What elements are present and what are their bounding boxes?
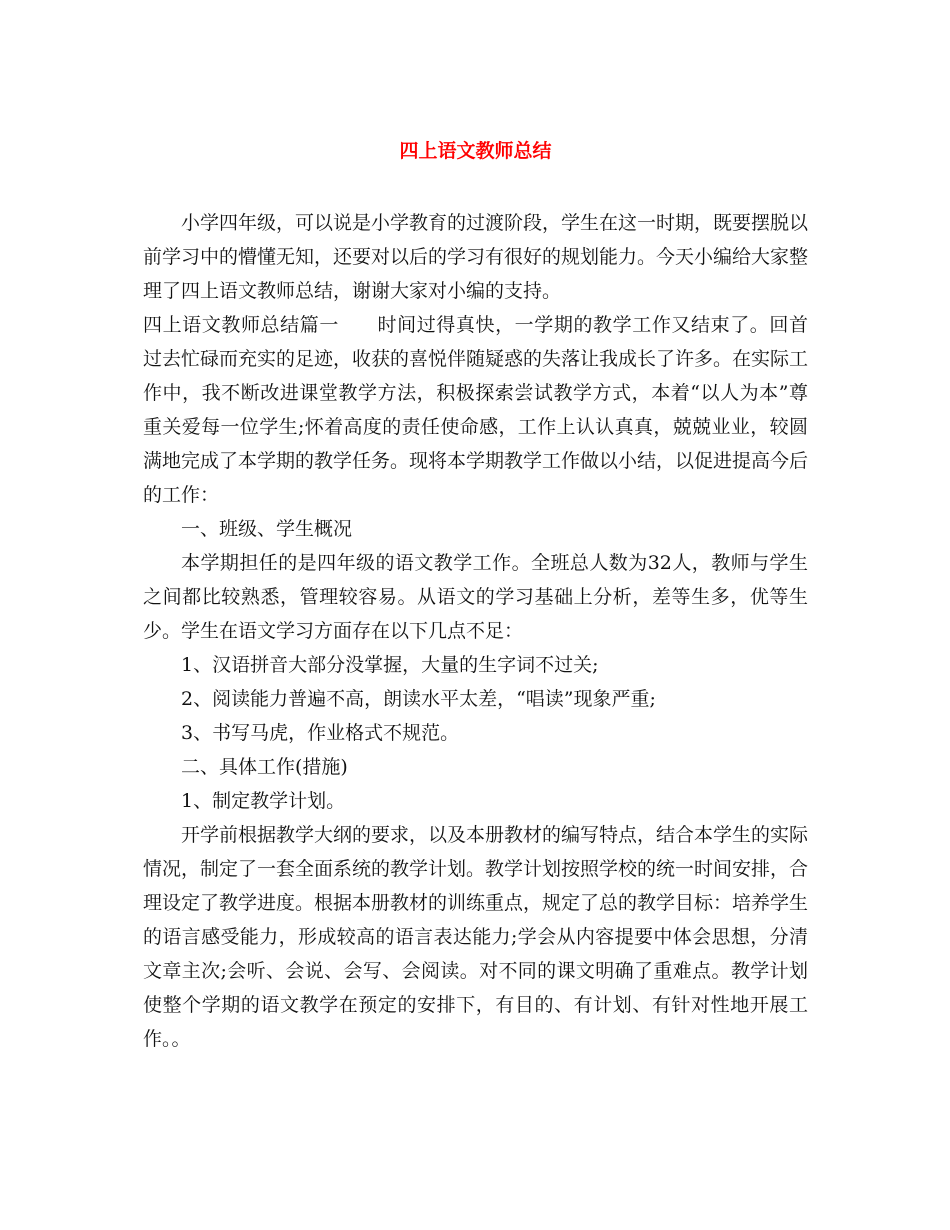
document-title: 四上语文教师总结: [399, 140, 552, 162]
problem-item: 3、书写马虎，作业格式不规范。: [181, 722, 460, 744]
document-page: [143, 136, 808, 1056]
class-overview-paragraph: 本学期担任的是四年级的语文教学工作。全班总人数为32人，教师与学生之间都比较熟悉，管理较容易。从语文的学习基础上分析，差等生多，优等生少。学生在语文学习方面存在以下几点不足：: [143, 552, 808, 642]
teaching-plan-paragraph: 开学前根据教学大纲的要求，以及本册教材的编写特点，结合本学生的实际情况，制定了一套全面系统的教学计划。教学计划按照学校的统一时间安排，合理设定了教学进度。根据本册教材的训练重点，规定了总的教学目标：培养学生的语言感受能力，形成较高的语言表达能力;学会从内容提要中体会思想，分清文章主次;会听、会说、会写、会阅读。对不同的课文明确了重难点。教学计划使整个学期的语文教学在预定的安排下，有目的、有计划、有针对性地开展工作。。: [143, 824, 809, 1050]
section-label: 四上语文教师总结篇一: [143, 314, 339, 336]
section-text: 时间过得真快，一学期的教学工作又结束了。回首过去忙碌而充实的足迹，收获的喜悦伴随疑惑的失落让我成长了许多。在实际工作中，我不断改进课堂教学方法，积极探索尝试教学方式，本着“以人为本”尊重关爱每一位学生;怀着高度的责任使命感，工作上认认真真，兢兢业业，较圆满地完成了本学期的教学任务。现将本学期教学工作做以小结，以促进提高今后的工作：: [143, 314, 809, 506]
section-one-paragraph: [143, 308, 808, 512]
problem-item: 1、汉语拼音大部分没掌握，大量的生字词不过关;: [181, 654, 599, 676]
heading-specific-work: 二、具体工作(措施): [181, 756, 348, 778]
intro-paragraph: 小学四年级，可以说是小学教育的过渡阶段，学生在这一时期，既要摆脱以前学习中的懵懂无知，还要对以后的学习有很好的规划能力。今天小编给大家整理了四上语文教师总结，谢谢大家对小编的支持。: [143, 212, 809, 302]
problem-item: 2、阅读能力普遍不高，朗读水平太差，“唱读”现象严重;: [181, 688, 656, 710]
heading-class-overview: 一、班级、学生概况: [181, 518, 353, 540]
subheading-teaching-plan: 1、制定教学计划。: [181, 790, 346, 812]
